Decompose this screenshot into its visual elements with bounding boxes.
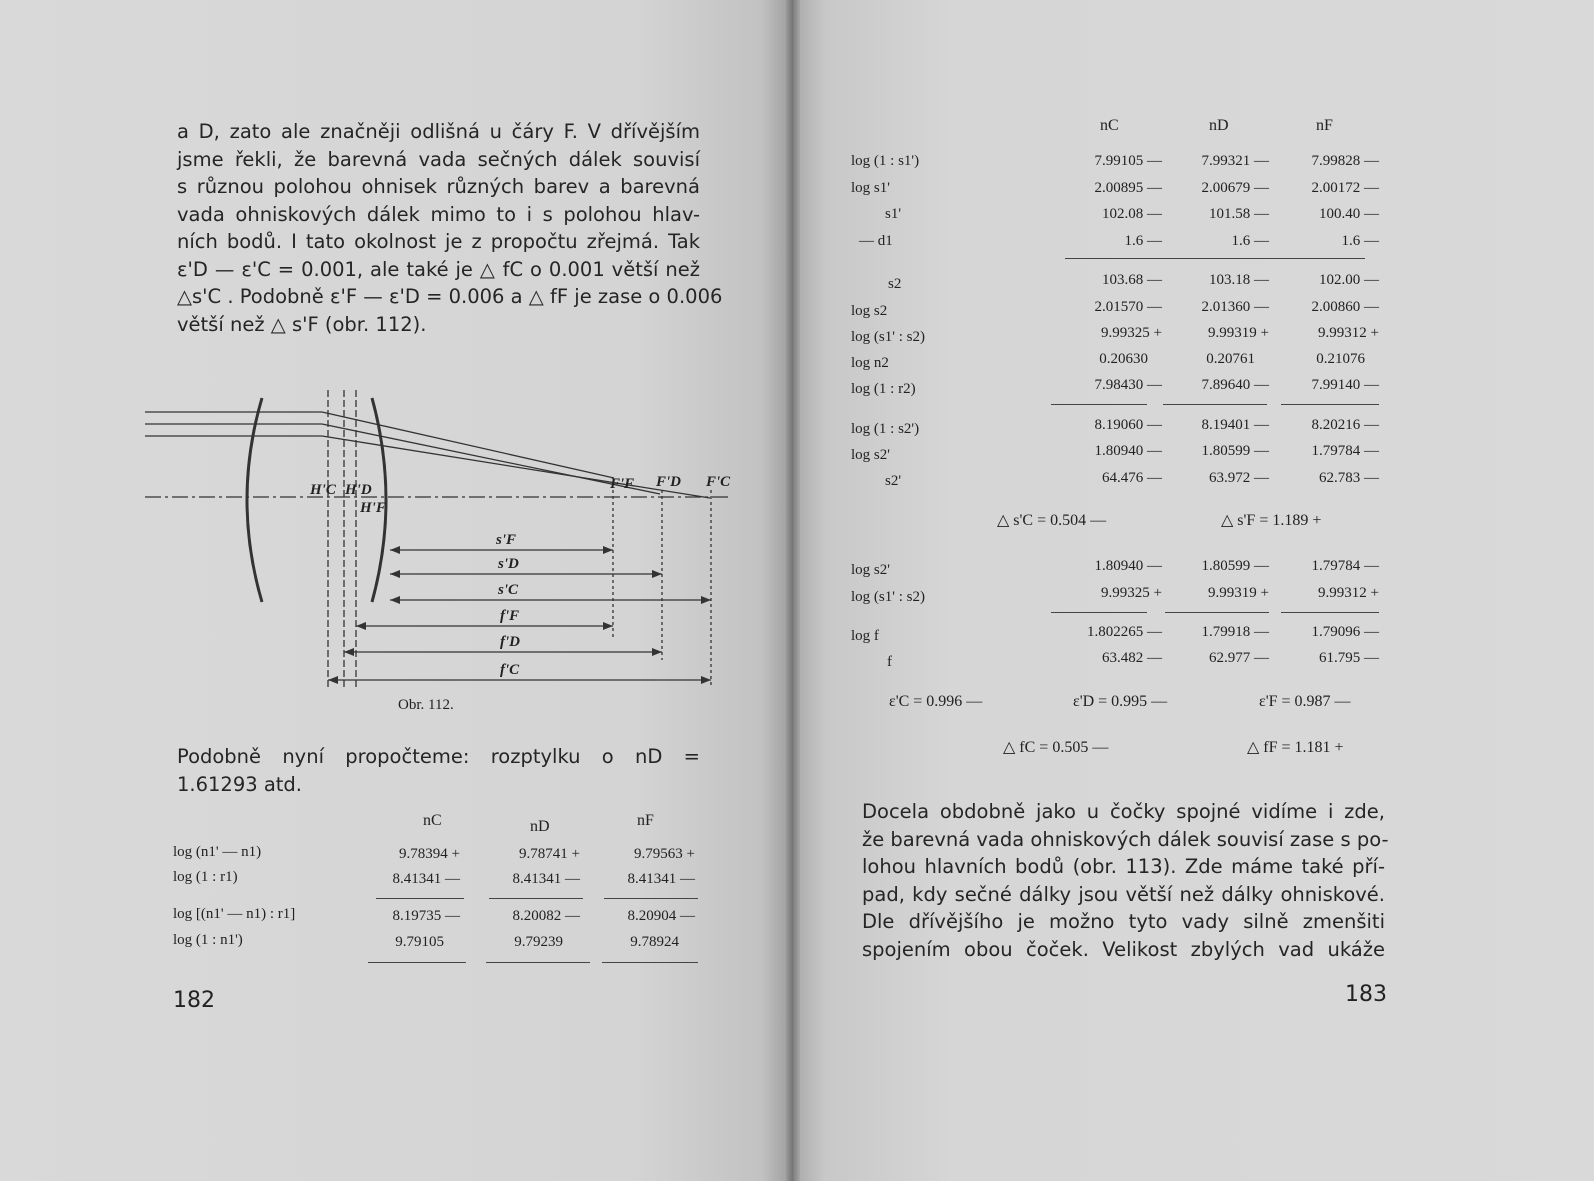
text-line: Podobně nyní propočteme: rozptylku o nD = [177,745,700,768]
table-cell: 9.79563 + [634,846,695,862]
table-cell: 1.79784 — [1311,443,1379,459]
table-cell: 9.78924 [630,934,679,950]
table-cell: 61.795 — [1319,650,1379,666]
table-cell: 62.783 — [1319,470,1379,486]
column-header: nC [1100,117,1119,134]
delta-s-f: △ s'F = 1.189 + [1221,512,1322,529]
right-page [793,0,1594,1181]
table-cell: 1.6 — [1124,233,1162,249]
table-rule [486,962,590,963]
row-label: log (1 : n1') [173,932,243,948]
row-label: log (s1' : s2) [851,329,925,345]
row-label: log (1 : s1') [851,153,920,169]
epsilon-c: ε'C = 0.996 — [889,693,983,710]
table-cell: 1.6 — [1231,233,1269,249]
table-cell: 1.79918 — [1201,624,1269,640]
text-line: ních bodů. I tato okolnost je z propočtu zřejmá. Tak [177,230,700,253]
table-cell: 8.19401 — [1201,417,1269,433]
delta-f-f: △ fF = 1.181 + [1247,739,1344,756]
row-label: log n2 [851,355,889,371]
table-cell: 7.99828 — [1311,153,1379,169]
table-cell: 9.99325 + [1101,585,1162,601]
table-cell: 9.99325 + [1101,325,1162,341]
page-number-right: 183 [1345,982,1387,1007]
table-cell: 0.20630 [1099,351,1148,367]
delta-f-c: △ fC = 0.505 — [1003,739,1109,756]
row-label: log (s1' : s2) [851,589,925,605]
table-cell: 1.79784 — [1311,558,1379,574]
table-cell: 7.99140 — [1311,377,1379,393]
table-cell: 103.68 — [1102,272,1162,288]
column-header: nF [1316,117,1333,134]
table-cell: 64.476 — [1102,470,1162,486]
row-label: log s1' [851,180,890,196]
text-line: větší než △ s'F (obr. 112). [177,312,427,336]
table-cell: 8.41341 — [627,871,695,887]
label-H-D: H'D [345,482,372,498]
table-rule [604,898,698,899]
table-cell: 102.00 — [1319,272,1379,288]
figure-caption: Obr. 112. [398,697,454,713]
column-header: nD [1209,117,1229,134]
table-cell: 8.20216 — [1311,417,1379,433]
table-cell: 9.79239 [514,934,563,950]
table-cell: 9.99319 + [1208,585,1269,601]
table-cell: 101.58 — [1209,206,1269,222]
table-cell: 9.78741 + [519,846,580,862]
table-cell: 63.482 — [1102,650,1162,666]
label-f-D: f'D [500,634,520,650]
table-cell: 1.80940 — [1094,443,1162,459]
label-H-F: H'F [360,500,386,516]
table-cell: 7.89640 — [1201,377,1269,393]
table-cell: 8.19060 — [1094,417,1162,433]
table-rule [1281,404,1379,405]
row-label: — d1 [859,233,893,249]
table-cell: 1.80599 — [1201,443,1269,459]
table-rule [376,898,464,899]
table-rule [489,898,583,899]
text-line: jsme řekli, že barevná vada sečných dálek souvisí [177,147,700,171]
table-cell: 8.41341 — [512,871,580,887]
right-table [793,0,1594,1181]
table-cell: 2.01360 — [1201,299,1269,315]
table-rule [1065,258,1365,259]
label-f-C: f'C [500,662,520,678]
table-cell: 9.99319 + [1208,325,1269,341]
row-label: log (n1' — n1) [173,844,262,860]
table-rule [1163,404,1267,405]
right-paragraph [862,798,1389,963]
table-cell: 9.99312 + [1318,585,1379,601]
label-s-F: s'F [496,532,517,548]
table-cell: 1.79096 — [1311,624,1379,640]
text-line: Dle dřívějšího je možno tyto vady silně zmenšiti [862,910,1385,933]
left-table [0,0,793,1181]
epsilon-f: ε'F = 0.987 — [1259,693,1351,710]
label-s-C: s'C [498,582,519,598]
row-label: f [887,654,892,670]
label-f-F: f'F [500,608,520,624]
text-line: Docela obdobně jako u čočky spojné vidíme i zde, [862,800,1385,823]
table-rule [368,962,466,963]
table-cell: 8.19735 — [392,908,460,924]
row-label: log s2 [851,303,888,319]
table-rule [1281,612,1379,613]
row-label: log (1 : r1) [173,869,238,885]
table-cell: 1.802265 — [1087,624,1162,640]
table-cell: 2.00895 — [1094,180,1162,196]
table-cell: 100.40 — [1319,206,1379,222]
row-label: s2 [888,276,902,292]
row-label: log [(n1' — n1) : r1] [173,906,296,922]
row-label: log (1 : r2) [851,381,916,397]
table-cell: 2.00860 — [1311,299,1379,315]
text-line: a D, zato ale značněji odlišná u čáry F. V dřívějším [177,120,700,143]
label-F-F: F'F [610,476,635,492]
table-cell: 1.80599 — [1201,558,1269,574]
row-label: log (1 : s2') [851,421,920,437]
column-header: nD [530,818,550,835]
label-s-D: s'D [498,556,519,572]
table-cell: 8.20082 — [512,908,580,924]
table-cell: 1.80940 — [1094,558,1162,574]
table-rule [1051,404,1147,405]
table-cell: 7.99321 — [1201,153,1269,169]
table-cell: 9.99312 + [1318,325,1379,341]
table-cell: 2.01570 — [1094,299,1162,315]
text-line: spojením obou čoček. Velikost zbylých vad ukáže [862,937,1385,961]
table-cell: 62.977 — [1209,650,1269,666]
column-header: nC [423,812,442,829]
table-cell: 7.98430 — [1094,377,1162,393]
table-cell: 103.18 — [1209,272,1269,288]
text-line: vada ohniskových dálek mimo to i s polohou hlav- [177,202,700,226]
text-line: s různou polohou ohnisek různých barev a barevná [177,175,700,198]
delta-s-c: △ s'C = 0.504 — [997,512,1107,529]
table-cell: 9.79105 [395,934,444,950]
table-cell: 9.78394 + [399,846,460,862]
table-cell: 2.00679 — [1201,180,1269,196]
table-rule [1051,612,1147,613]
table-rule [1165,612,1269,613]
book-gutter [786,0,800,1181]
epsilon-d: ε'D = 0.995 — [1073,693,1168,710]
label-H-C: H'C [310,482,336,498]
label-F-D: F'D [656,474,682,490]
row-label: s1' [885,206,902,222]
text-line: pad, kdy sečné dálky jsou větší než dálky ohniskové. [862,882,1385,906]
column-header: nF [637,812,654,829]
text-line: že barevná vada ohniskových dálek souvisí zase s po- [862,827,1389,851]
label-F-C: F'C [706,474,731,490]
row-label: s2' [885,473,902,489]
table-cell: 0.21076 [1316,351,1365,367]
table-cell: 102.08 — [1102,206,1162,222]
left-page [0,0,793,1181]
table-rule [602,962,698,963]
table-cell: 8.41341 — [392,871,460,887]
text-line: ε'D — ε'C = 0.001, ale také je △ fC o 0.001 větší než [177,257,700,281]
table-cell: 7.99105 — [1094,153,1162,169]
table-cell: 1.6 — [1341,233,1379,249]
text-line: 1.61293 atd. [177,772,303,796]
page-number-left: 182 [173,988,215,1013]
text-line: △s'C . Podobně ε'F — ε'D = 0.006 a △ fF je zase o 0.006 [177,285,723,308]
row-label: log f [851,628,879,644]
table-cell: 63.972 — [1209,470,1269,486]
table-cell: 8.20904 — [627,908,695,924]
table-cell: 2.00172 — [1311,180,1379,196]
table-cell: 0.20761 [1206,351,1255,367]
text-line: lohou hlavních bodů (obr. 113). Zde máme také pří- [862,855,1385,878]
row-label: log s2' [851,562,890,578]
row-label: log s2' [851,447,890,463]
